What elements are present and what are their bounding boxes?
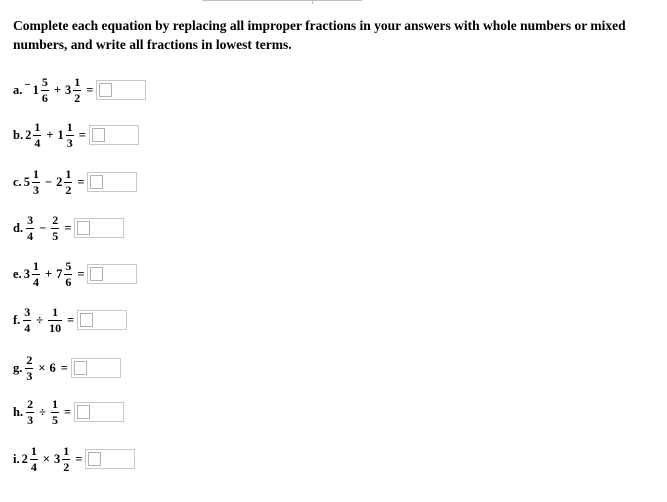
equals-sign: = xyxy=(67,312,75,327)
problem-label: i. xyxy=(13,451,20,466)
denominator: 10 xyxy=(49,320,62,335)
fraction-2 xyxy=(66,121,74,150)
answer-whole-box[interactable] xyxy=(99,83,112,97)
denominator: 2 xyxy=(63,459,70,474)
whole-number-1: 3 xyxy=(23,266,30,281)
problem-label: g. xyxy=(13,360,23,375)
numerator: 1 xyxy=(65,166,72,181)
equals-sign: = xyxy=(60,360,68,375)
instructions-text: Complete each equation by replacing all improper fractions in your answers with whole numbers or mixed numbers, and write all fractions in lowest terms. xyxy=(13,18,626,52)
whole-number-2: 6 xyxy=(49,360,56,375)
top-divider xyxy=(202,0,362,1)
whole-number-1: 5 xyxy=(23,174,30,189)
problem-f xyxy=(13,304,127,336)
operator: × xyxy=(38,360,46,375)
problem-g xyxy=(13,352,121,384)
fraction-2 xyxy=(64,168,72,197)
fraction-2 xyxy=(64,260,72,289)
answer-whole-box[interactable] xyxy=(88,452,101,466)
denominator: 2 xyxy=(65,182,72,197)
problem-label: f. xyxy=(13,312,21,327)
problem-c xyxy=(13,166,137,198)
operator: + xyxy=(44,266,53,281)
numerator: 2 xyxy=(52,212,59,227)
numerator: 1 xyxy=(32,258,39,273)
whole-number-2: 3 xyxy=(53,451,61,466)
operator: × xyxy=(42,451,50,466)
operator: + xyxy=(53,82,62,97)
answer-whole-box[interactable] xyxy=(77,221,90,235)
fraction-1 xyxy=(26,398,34,427)
answer-input[interactable] xyxy=(74,218,124,238)
whole-number-2: 1 xyxy=(57,127,64,142)
denominator: 4 xyxy=(24,320,31,335)
operator: ÷ xyxy=(36,312,44,327)
problem-b xyxy=(13,119,139,151)
numerator: 5 xyxy=(41,74,48,89)
answer-whole-box[interactable] xyxy=(90,267,103,281)
answer-input[interactable] xyxy=(87,172,137,192)
fraction-2 xyxy=(48,306,62,335)
denominator: 2 xyxy=(74,90,81,105)
problem-d xyxy=(13,212,124,244)
whole-number-1: 2 xyxy=(21,451,28,466)
numerator: 1 xyxy=(30,443,37,458)
problem-label: c. xyxy=(13,174,22,189)
negative-sign: − xyxy=(24,79,31,91)
denominator: 4 xyxy=(27,228,34,243)
denominator: 5 xyxy=(51,412,58,427)
operator: − xyxy=(44,174,53,189)
operator: + xyxy=(46,127,54,142)
problem-label: e. xyxy=(13,266,22,281)
denominator: 4 xyxy=(32,274,39,289)
numerator: 5 xyxy=(65,258,72,273)
numerator: 1 xyxy=(74,74,81,89)
denominator: 4 xyxy=(34,135,41,150)
problem-label: b. xyxy=(13,127,24,142)
numerator: 1 xyxy=(66,119,73,134)
fraction-2 xyxy=(62,445,70,474)
answer-whole-box[interactable] xyxy=(74,361,87,375)
equals-sign: = xyxy=(77,174,85,189)
whole-number-2: 7 xyxy=(56,266,63,281)
answer-whole-box[interactable] xyxy=(92,128,105,142)
fraction-1 xyxy=(33,121,41,150)
whole-number-1: 1 xyxy=(32,82,39,97)
fraction-2 xyxy=(73,76,81,105)
denominator: 6 xyxy=(41,90,48,105)
answer-input[interactable] xyxy=(71,358,121,378)
answer-whole-box[interactable] xyxy=(77,405,90,419)
answer-input[interactable] xyxy=(77,310,127,330)
denominator: 4 xyxy=(30,459,37,474)
problem-label: h. xyxy=(13,404,24,419)
problem-label: a. xyxy=(13,82,23,97)
numerator: 1 xyxy=(34,119,41,134)
denominator: 3 xyxy=(66,135,73,150)
operator: ÷ xyxy=(39,404,46,419)
equals-sign: = xyxy=(64,220,72,235)
whole-number-1: 2 xyxy=(25,127,32,142)
answer-input[interactable] xyxy=(96,80,146,100)
numerator: 2 xyxy=(27,396,34,411)
equals-sign: = xyxy=(77,266,85,281)
fraction-1 xyxy=(41,76,49,105)
equals-sign: = xyxy=(86,82,94,97)
problem-h xyxy=(13,396,124,428)
answer-whole-box[interactable] xyxy=(90,175,103,189)
denominator: 3 xyxy=(32,182,39,197)
answer-input[interactable] xyxy=(87,264,137,284)
fraction-1 xyxy=(32,260,40,289)
operator: − xyxy=(39,220,47,235)
whole-number-2: 2 xyxy=(56,174,63,189)
numerator: 1 xyxy=(51,396,58,411)
fraction-1 xyxy=(25,354,33,383)
fraction-2 xyxy=(51,398,59,427)
fraction-1 xyxy=(30,445,38,474)
numerator: 1 xyxy=(32,166,39,181)
equals-sign: = xyxy=(78,127,86,142)
fraction-1 xyxy=(23,306,31,335)
numerator: 3 xyxy=(27,212,34,227)
whole-number-2: 3 xyxy=(65,82,72,97)
equals-sign: = xyxy=(63,404,72,419)
numerator: 1 xyxy=(63,443,70,458)
answer-input[interactable] xyxy=(89,125,139,145)
answer-input[interactable] xyxy=(85,449,135,469)
problem-e xyxy=(13,258,137,290)
denominator: 3 xyxy=(26,368,33,383)
problem-i xyxy=(13,443,135,475)
fraction-1 xyxy=(26,214,34,243)
fraction-1 xyxy=(32,168,40,197)
problem-label: d. xyxy=(13,220,24,235)
numerator: 2 xyxy=(26,352,33,367)
numerator: 3 xyxy=(24,304,31,319)
answer-whole-box[interactable] xyxy=(80,313,93,327)
problem-a xyxy=(13,74,146,106)
denominator: 6 xyxy=(65,274,72,289)
denominator: 5 xyxy=(52,228,59,243)
numerator: 1 xyxy=(52,304,59,319)
denominator: 3 xyxy=(27,412,34,427)
answer-input[interactable] xyxy=(74,402,124,422)
fraction-2 xyxy=(51,214,59,243)
equals-sign: = xyxy=(75,451,83,466)
